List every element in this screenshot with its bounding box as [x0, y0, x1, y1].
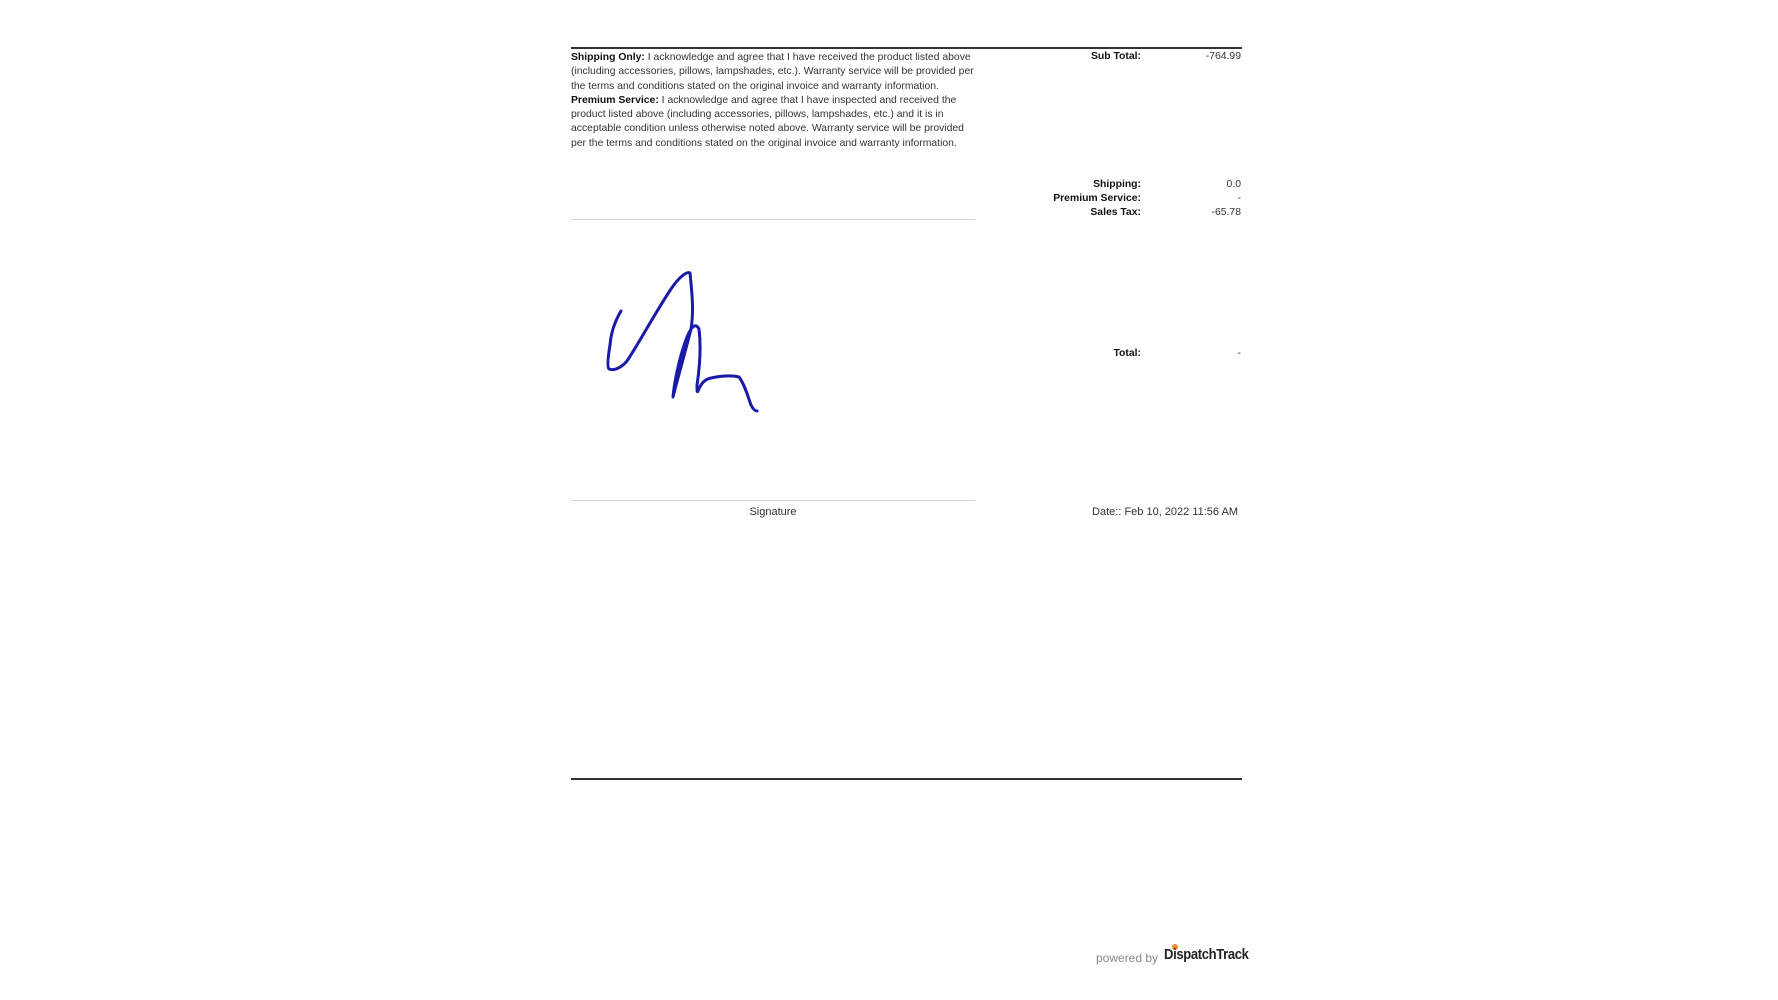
total-label: Total:: [1113, 348, 1141, 359]
shipping-label: Shipping:: [1093, 179, 1141, 190]
total-row: [1000, 348, 1241, 362]
signature-stroke: [608, 273, 757, 411]
premium-service-row: [1000, 193, 1241, 207]
top-divider: [571, 47, 1242, 49]
premium-service-text: I acknowledge and agree that I have inspected and received the product listed above (including accessories, pillows, lampshades, etc.) and it is in acceptable condition unless otherwise noted above. Warranty service will be provided per the terms and conditions stated on the original invoice and warranty information.: [571, 94, 964, 149]
dispatchtrack-logo: DispatchTrack: [1164, 947, 1249, 963]
shipping-only-heading: Shipping Only:: [571, 52, 645, 63]
premium-service-value: -: [1237, 193, 1241, 204]
premium-service-terms: [571, 94, 976, 151]
sub-total-label: Sub Total:: [1090, 51, 1141, 62]
shipping-value: 0.0: [1226, 179, 1241, 190]
shipping-only-text: I acknowledge and agree that I have received the product listed above (including accessories, pillows, lampshades, etc.). Warranty service will be provided per the terms and conditions stated on the original invoice and warranty information.: [571, 52, 974, 92]
premium-service-label: Premium Service:: [1053, 193, 1141, 204]
shipping-only-terms: [571, 51, 976, 94]
terms-block: [571, 51, 976, 151]
signature-caption: Signature: [749, 506, 797, 518]
handwritten-signature: [571, 225, 975, 495]
total-value: -: [1237, 348, 1241, 359]
sub-total-value: -764.99: [1205, 51, 1241, 62]
bottom-divider: [571, 778, 1242, 780]
sub-total-row: [1000, 51, 1241, 65]
premium-service-heading: Premium Service:: [571, 94, 659, 106]
shipping-row: [1000, 179, 1241, 193]
sales-tax-row: [1000, 207, 1241, 221]
powered-by-text: powered by: [1096, 951, 1159, 965]
signature-box-top-line: [571, 219, 975, 220]
signature-line: [571, 500, 975, 501]
sales-tax-label: Sales Tax:: [1090, 207, 1141, 218]
sales-tax-value: -65.78: [1211, 207, 1241, 218]
signature-date: Date:: Feb 10, 2022 11:56 AM: [1092, 506, 1238, 518]
powered-by-logo: [1080, 944, 1249, 970]
